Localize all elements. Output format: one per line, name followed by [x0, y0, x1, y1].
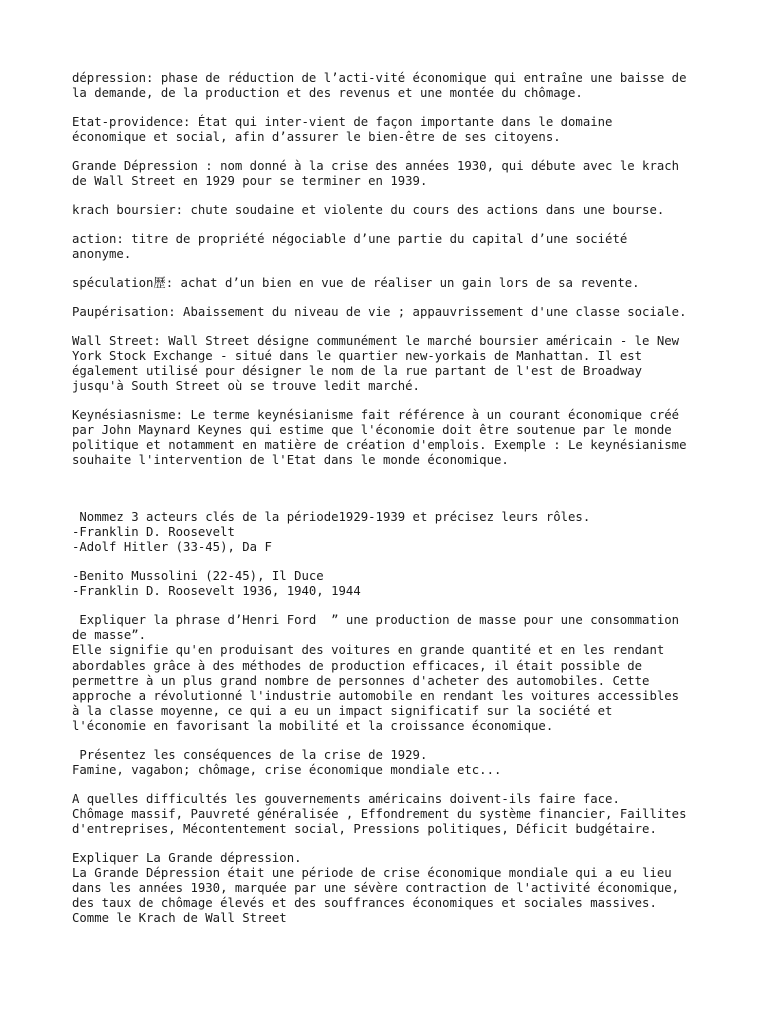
paragraph-gap [72, 837, 732, 851]
question-line: La Grande Dépression était une période de crise économique mondiale qui a eu lieu [72, 865, 672, 880]
paragraph-gap [72, 394, 732, 408]
question-line: Chômage massif, Pauvreté généralisée , Effondrement du système financier, Faillites [72, 806, 687, 821]
question-line: à la classe moyenne, ce qui a eu un impact significatif sur la société et [72, 703, 613, 718]
question-paragraph [72, 613, 732, 734]
paragraph-gap [72, 778, 732, 792]
paragraph-gap [72, 320, 732, 334]
paragraph-gap [72, 218, 732, 232]
glossary-line: krach boursier: chute soudaine et violente du cours des actions dans une bourse. [72, 202, 665, 217]
glossary-paragraph [72, 232, 732, 262]
paragraph-gap [72, 189, 732, 203]
glossary-paragraph [72, 159, 732, 189]
question-line: Présentez les conséquences de la crise de 1929. [72, 747, 428, 762]
glossary-line: de Wall Street en 1929 pour se terminer en 1939. [72, 174, 428, 189]
question-paragraph [72, 851, 732, 926]
glossary-line: la demande, de la production et des revenus et une montée du chômage. [72, 86, 583, 101]
question-paragraph [72, 510, 732, 555]
question-line: -Adolf Hitler (33-45), Da F [72, 540, 272, 555]
glossary-paragraph [72, 305, 732, 320]
question-line: Expliquer La Grande dépression. [72, 850, 302, 865]
question-line: permettre à un plus grand nombre de personnes d'acheter des automobiles. Cette [72, 673, 650, 688]
glossary-line: action: titre de propriété négociable d’une partie du capital d’une société [72, 231, 628, 246]
glossary-paragraph [72, 203, 732, 218]
question-line: -Benito Mussolini (22-45), Il Duce [72, 569, 324, 584]
glossary-line: Wall Street: Wall Street désigne communément le marché boursier américain - le New [72, 333, 680, 348]
question-line: Nommez 3 acteurs clés de la période1929-1939 et précisez leurs rôles. [72, 510, 591, 525]
glossary-paragraph [72, 276, 732, 291]
glossary-section [72, 71, 732, 468]
glossary-line: économique et social, afin d’assurer le bien-être de ses citoyens. [72, 130, 561, 145]
question-paragraph [72, 748, 732, 778]
question-line: dans les années 1930, marquée par une sévère contraction de l'activité économique, [72, 881, 680, 896]
paragraph-gap [72, 599, 732, 613]
question-line: abordables grâce à des méthodes de production efficaces, il était possible de [72, 658, 643, 673]
glossary-paragraph [72, 115, 732, 145]
glossary-paragraph [72, 408, 732, 468]
question-line: l'économie en favorisant la mobilité et la croissance économique. [72, 718, 554, 733]
question-line: A quelles difficultés les gouvernements américains doivent-ils faire face. [72, 791, 620, 806]
document-page [72, 71, 732, 926]
glossary-line: souhaite l'intervention de l'Etat dans le monde économique. [72, 453, 509, 468]
glossary-line: Keynésiasnisme: Le terme keynésianisme fait référence à un courant économique créé [72, 407, 680, 422]
question-line: -Franklin D. Roosevelt 1936, 1940, 1944 [72, 584, 361, 599]
question-line: d'entreprises, Mécontentement social, Pressions politiques, Déficit budgétaire. [72, 821, 657, 836]
question-line: des taux de chômage élevés et des souffrances économiques et sociales massives. [72, 896, 657, 911]
paragraph-gap [72, 101, 732, 115]
paragraph-gap [72, 555, 732, 569]
question-paragraph [72, 792, 732, 837]
glossary-line: également utilisé pour désigner le nom de la rue partant de l'est de Broadway [72, 363, 643, 378]
glossary-paragraph [72, 71, 732, 101]
glossary-line: jusqu'à South Street où se trouve ledit marché. [72, 378, 420, 393]
glossary-line: spéculation歷: achat d’un bien en vue de réaliser un gain lors de sa revente. [72, 275, 640, 290]
section-spacer [72, 468, 732, 510]
question-line: approche a révolutionné l'industrie automobile en rendant les voitures accessibles [72, 688, 680, 703]
question-line: Elle signifie qu'en produisant des voitures en grande quantité et en les rendant [72, 643, 665, 658]
glossary-line: Paupérisation: Abaissement du niveau de vie ; appauvrissement d'une classe sociale. [72, 304, 687, 319]
glossary-line: Grande Dépression : nom donné à la crise des années 1930, qui débute avec le krach [72, 158, 680, 173]
question-line: -Franklin D. Roosevelt [72, 525, 235, 540]
glossary-line: York Stock Exchange - situé dans le quartier new-yorkais de Manhattan. Il est [72, 348, 643, 363]
glossary-line: par John Maynard Keynes qui estime que l'économie doit être soutenue par le monde [72, 422, 672, 437]
glossary-line: Etat-providence: État qui inter-vient de façon importante dans le domaine [72, 114, 613, 129]
glossary-paragraph [72, 334, 732, 394]
question-line: Comme le Krach de Wall Street [72, 911, 287, 926]
question-paragraph [72, 569, 732, 599]
glossary-line: dépression: phase de réduction de l’acti-vité économique qui entraîne une baisse de [72, 71, 687, 85]
paragraph-gap [72, 145, 732, 159]
question-line: de masse”. [72, 628, 147, 643]
paragraph-gap [72, 262, 732, 276]
question-line: Famine, vagabon; chômage, crise économique mondiale etc... [72, 762, 502, 777]
paragraph-gap [72, 734, 732, 748]
glossary-line: politique et notamment en matière de création d'emplois. Exemple : Le keynésianisme [72, 437, 687, 452]
glossary-line: anonyme. [72, 246, 132, 261]
questions-section [72, 510, 732, 926]
question-line: Expliquer la phrase d’Henri Ford ” une production de masse pour une consommation [72, 613, 680, 628]
paragraph-gap [72, 291, 732, 305]
